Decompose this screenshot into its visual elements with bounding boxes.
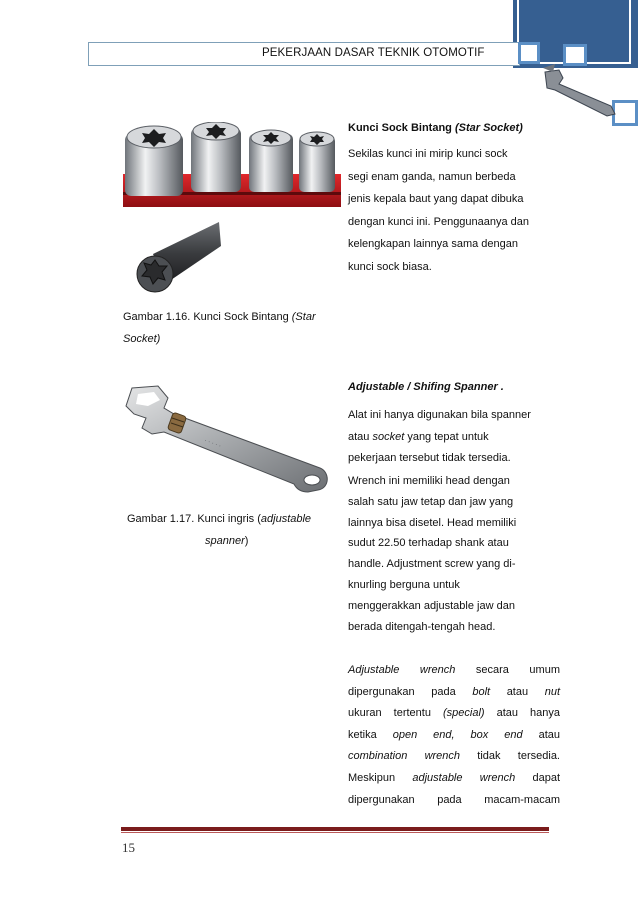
body-line: atau — [348, 430, 373, 443]
body-line: Alat ini hanya digunakan bila spanner — [348, 409, 531, 421]
body-line — [348, 682, 560, 704]
body-line: kunci sock biasa. — [348, 260, 432, 273]
footer-rule — [121, 827, 549, 831]
figure-1-17-caption — [127, 508, 337, 552]
section-3 — [348, 660, 560, 811]
body-text: atau — [522, 728, 561, 741]
section-2-heading — [348, 377, 560, 398]
adjustable-wrench-icon — [541, 62, 621, 122]
decoration-square — [518, 42, 540, 64]
body-line: pekerjaan tersebut tidak tersedia. — [348, 452, 511, 464]
section-1-body — [348, 143, 560, 278]
body-text: dapat — [515, 771, 560, 784]
section-2-paragraph-1 — [348, 405, 560, 470]
body-text: tidak tersedia. — [460, 750, 560, 763]
body-line — [348, 768, 560, 790]
body-line: sudut 22.50 terhadap shank atau — [348, 537, 509, 550]
section-1-heading — [348, 122, 523, 134]
body-text: atau hanya — [484, 707, 560, 720]
body-italic: socket — [372, 430, 405, 443]
body-italic: open end, box end — [392, 728, 523, 741]
body-text: dipergunakan pada — [348, 685, 473, 698]
caption-text: Gambar 1.16. Kunci Sock Bintang — [123, 311, 292, 323]
caption-italic: Socket) — [123, 333, 161, 345]
body-line — [348, 703, 560, 725]
body-line: Wrench ini memiliki head dengan — [348, 475, 510, 487]
heading-italic: (Star Socket) — [454, 122, 523, 134]
heading-text: Kunci Sock Bintang — [348, 122, 455, 134]
body-line: jenis kepala baut yang dapat dibuka — [348, 193, 524, 205]
body-line: salah satu jaw tetap dan jaw yang — [348, 495, 514, 508]
body-italic: adjustable wrench — [412, 771, 516, 784]
caption-italic: (Star — [291, 311, 316, 323]
header-title: PEKERJAAN DASAR TEKNIK OTOMOTIF — [262, 47, 485, 59]
body-line: segi enam ganda, namun berbeda — [348, 170, 516, 183]
section-1 — [348, 118, 560, 139]
body-line: dengan kunci ini. Penggunaanya dan — [348, 215, 530, 228]
body-line: handle. Adjustment screw yang di- — [348, 558, 516, 571]
body-italic: Adjustable — [348, 664, 400, 676]
footer-rule-thin — [121, 832, 549, 833]
body-line — [348, 746, 560, 768]
body-line: dipergunakan pada macam-macam — [348, 793, 560, 806]
body-line — [348, 660, 560, 682]
caption-italic: spanner — [205, 535, 245, 547]
body-italic: combination wrench — [348, 750, 461, 763]
body-text: Meskipun — [348, 771, 413, 784]
body-text: atau — [490, 685, 545, 698]
star-socket-bit-photo — [131, 218, 221, 296]
body-line: kelengkapan lainnya sama dengan — [348, 238, 519, 250]
body-line: lainnya bisa disetel. Head memiliki — [348, 516, 517, 529]
body-italic: bolt — [472, 685, 491, 698]
caption-italic: adjustable — [260, 513, 312, 525]
body-line: berada ditengah-tengah head. — [348, 620, 496, 633]
body-text: ketika — [348, 728, 393, 741]
body-text: ukuran tertentu — [348, 707, 443, 720]
figure-1-16-caption — [123, 306, 343, 350]
section-2-paragraph-2 — [348, 471, 560, 637]
body-line: Sekilas kunci ini mirip kunci sock — [348, 148, 508, 160]
caption-text: Gambar 1.17. Kunci ingris ( — [127, 513, 261, 525]
body-italic: nut — [544, 685, 560, 698]
body-line: yang tepat untuk — [404, 430, 489, 443]
star-socket-set-photo — [123, 122, 341, 207]
body-italic: wrench — [399, 664, 456, 676]
body-line — [348, 725, 560, 747]
page-number: 15 — [122, 840, 135, 855]
body-text: secara umum — [455, 664, 560, 676]
adjustable-spanner-photo — [124, 384, 334, 499]
body-line: menggerakkan adjustable jaw dan — [348, 599, 515, 612]
svg-text:· · · · ·: · · · · · — [203, 437, 222, 451]
body-line: knurling berguna untuk — [348, 578, 460, 591]
heading-italic: Adjustable / Shifing Spanner . — [348, 381, 504, 393]
caption-text: ) — [244, 535, 249, 547]
body-italic: (special) — [442, 707, 485, 720]
